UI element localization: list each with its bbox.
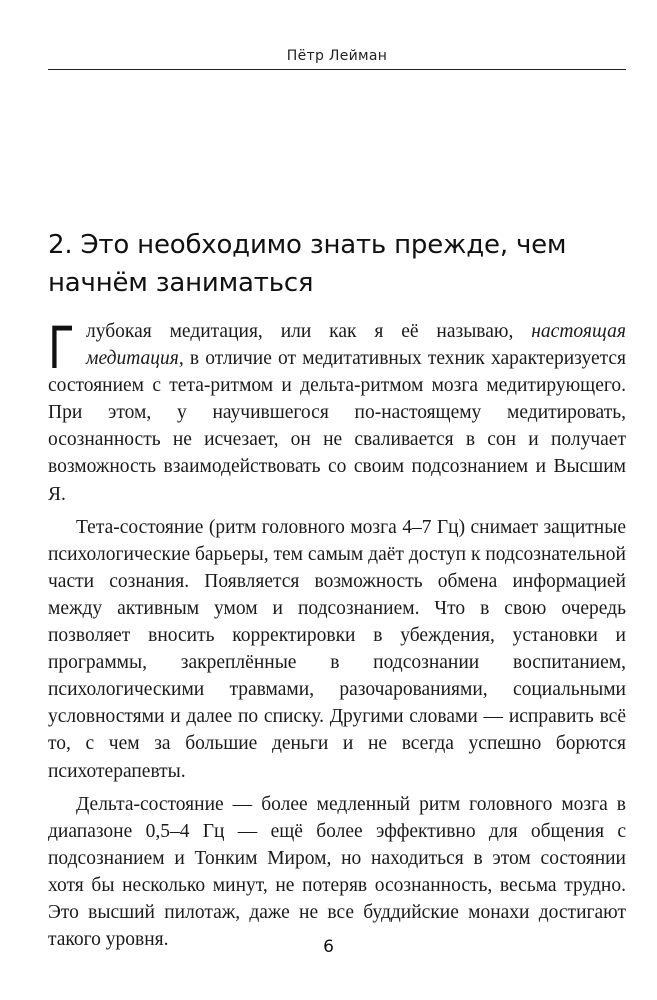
paragraph-1-italic: настоящая медитация, [86, 321, 626, 370]
running-header: Пётр Лейман [286, 48, 388, 64]
body-text [48, 314, 626, 953]
paragraph-2: Тета-состояние (ритм головного мозга 4–7 Гц) снимает защитные психологические барьеры, тем самым даёт доступ к подсознательной части сознания. Появляется возможность обмена информацией между активным умом и подсознанием. Что в свою очередь позволяет вносить корректировки в убеждения, установки и программы, закреплённые в подсознании воспитанием, психологическими травмами, разочарованиями, социальными условностями и далее по списку. Другими словами — исправить всё то, с чем за большие деньги и не всегда успешно борются психотерапевты. [48, 516, 626, 782]
header-divider [48, 69, 626, 70]
paragraph-1-text-start: лубокая медитация, или как я её называю, [86, 321, 532, 342]
paragraph-3: Дельта-состояние — более медленный ритм головного мозга в диапазоне 0,5–4 Гц — ещё более эффективно для общения с подсознанием и Тонким Миром, но находиться в этом состоянии хотя бы несколько минут, не потеряв осознанность, весьма трудно. Это высший пилотаж, даже не все буддийские монахи достигают такого уровня. [48, 793, 626, 951]
chapter-title: 2. Это необходимо знать прежде, чем начнём заниматься [48, 230, 567, 298]
page-number: 6 [323, 937, 334, 957]
drop-cap: Г [48, 314, 75, 382]
paragraph-1-text-end: в отличие от медитативных техник характеризуется состоянием с тета-ритмом и дельта-ритмом мозга медитирующего. При этом, у научившегося по-настоящему медитировать, осознанность не исчезает, он не сваливается в сон и получает возможность взаимодействовать со своим подсознанием и Высшим Я. [48, 348, 626, 505]
paragraph-1 [48, 314, 626, 508]
